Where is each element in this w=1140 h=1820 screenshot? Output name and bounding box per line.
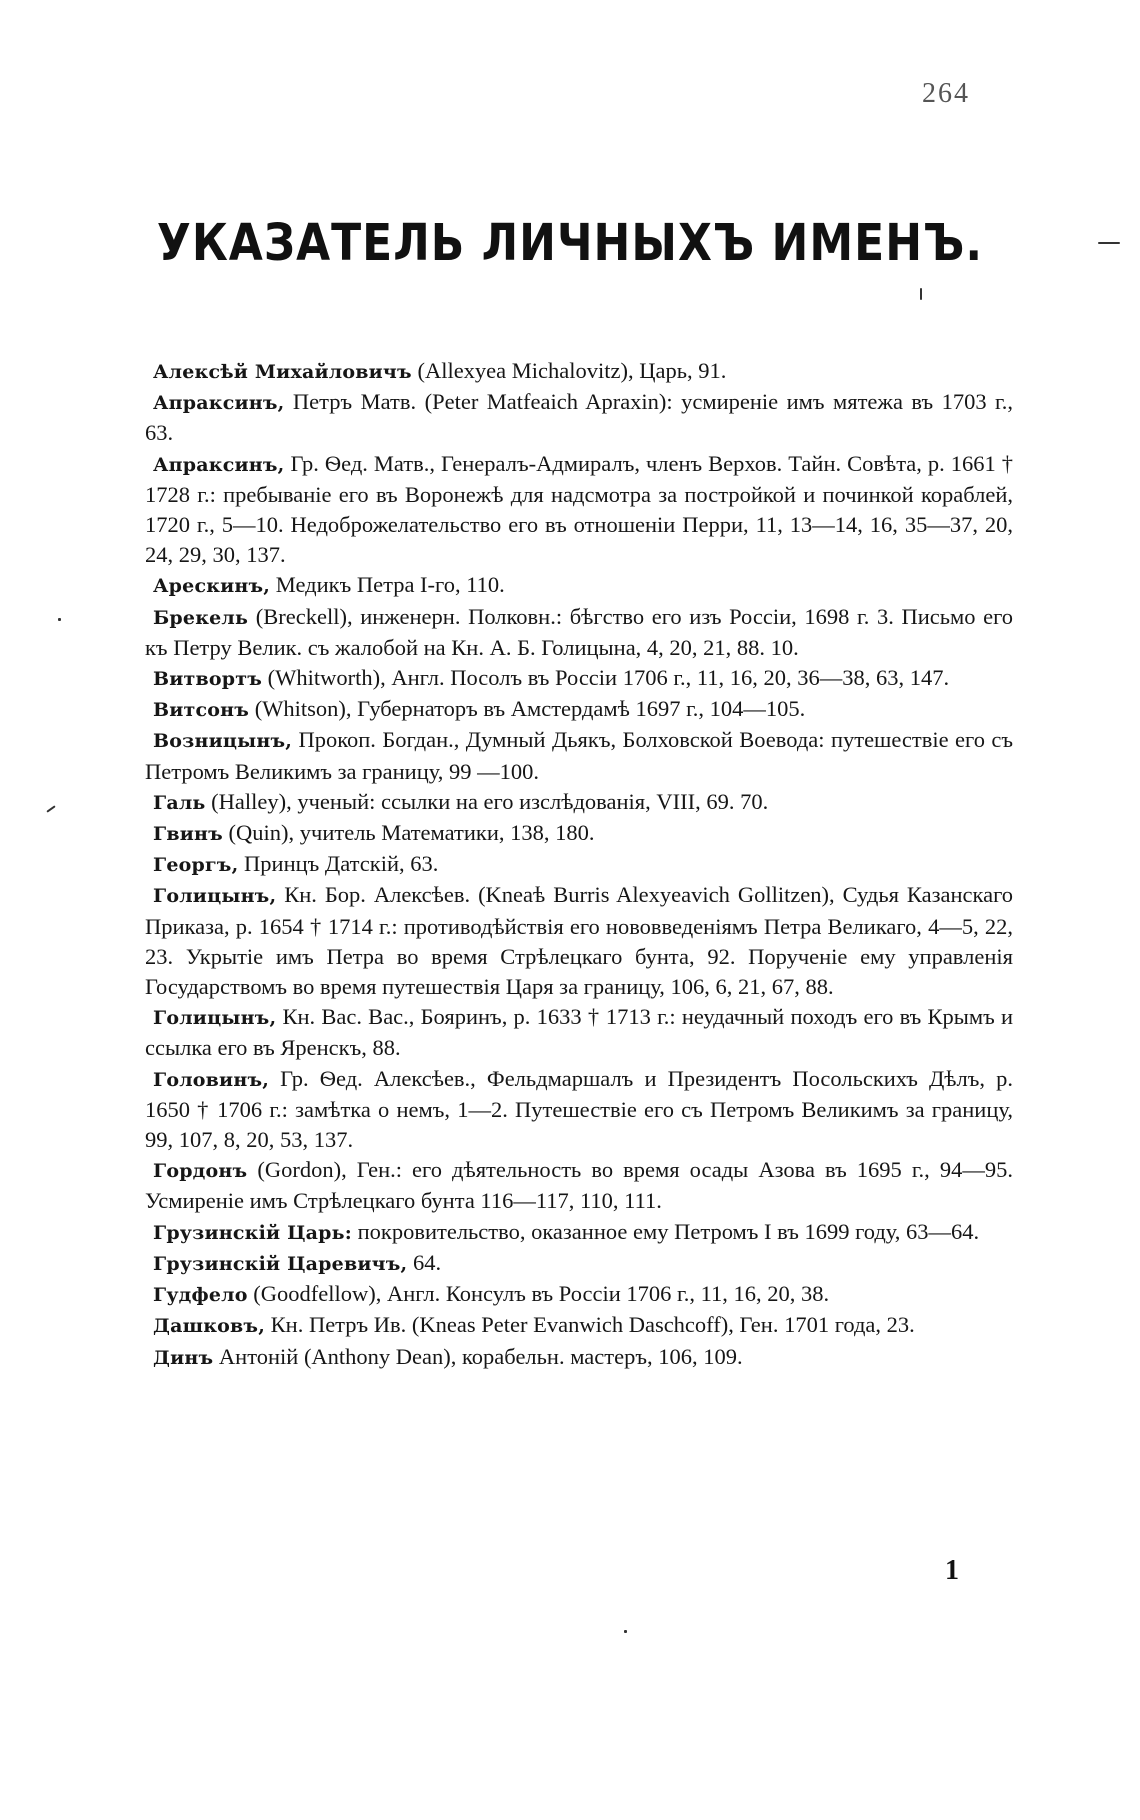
entry-name: Голицынъ, xyxy=(153,1007,277,1030)
entry-name: Витвортъ xyxy=(153,668,263,691)
entry-text: Петръ Матв. (Peter Matfeaich Apraxin): усмиреніе имъ мятежа въ 1703 г., 63. xyxy=(145,389,1013,446)
entry-name: Грузинскій Царевичъ, xyxy=(153,1252,408,1275)
entry-text: покровительство, оказанное ему Петромъ I въ 1699 году, 63—64. xyxy=(351,1218,980,1244)
entry-name: Головинъ, xyxy=(153,1068,270,1091)
entry-name: Алексѣй Михайловичъ xyxy=(153,361,412,383)
entry-name: Возницынъ, xyxy=(153,730,293,753)
index-entry xyxy=(145,570,1013,601)
entry-name: Арескинъ, xyxy=(153,575,271,598)
entry-name: Апраксинъ, xyxy=(153,453,285,476)
index-entry xyxy=(145,449,1013,571)
entry-text: (Allexyea Michalovitz), Царь, 91. xyxy=(411,358,727,383)
entry-text: Гр. Ѳед. Алексѣев., Фельдмаршалъ и Президентъ Посольскихъ Дѣлъ, р. 1650 † 1706 г.: замѣтка о немъ, 1—2. Путешествіе его съ Петромъ Великимъ за границу, 99, 107, 8, 20, 53, 137. xyxy=(145,1065,1013,1153)
entry-name: Брекель xyxy=(153,606,249,629)
corner-page-mark: 264 xyxy=(922,78,970,109)
entry-text: (Breckell), инженерн. Полковн.: бѣгство его изъ Россіи, 1698 г. 3. Письмо его къ Петру Велик. съ жалобой на Кн. А. Б. Голицына, 4, 20, 21, 88. 10. xyxy=(145,603,1013,660)
index-entry xyxy=(145,356,1013,387)
entry-name: Голицынъ, xyxy=(153,885,277,908)
index-entry xyxy=(145,725,1013,786)
entry-text: Медикъ Петра I-го, 110. xyxy=(270,572,505,598)
index-entry xyxy=(145,387,1013,448)
entry-text: (Goodfellow), Англ. Консулъ въ Россіи 1706 г., 11, 16, 20, 38. xyxy=(247,1281,830,1307)
entry-name: Гудфело xyxy=(153,1284,248,1307)
entry-text: Гр. Ѳед. Матв., Генералъ-Адмиралъ, членъ Верхов. Тайн. Совѣта, р. 1661 † 1728 г.: пребываніе его въ Воронежѣ для надсмотра за постройкой и починкой кораблей, 1720 г., 5—10. Недоброжелательство его въ отношеніи Перри, 11, 13—14, 16, 35—37, 20, 24, 29, 30, 137. xyxy=(145,450,1013,568)
index-entry xyxy=(145,1310,1013,1341)
entry-text: 64. xyxy=(407,1249,442,1275)
print-speck xyxy=(920,288,922,300)
print-speck xyxy=(624,1630,627,1633)
index-entry xyxy=(145,1342,1013,1373)
entry-text: (Quin), учитель Математики, 138, 180. xyxy=(222,820,595,846)
index-entry xyxy=(145,602,1013,663)
index-entry xyxy=(145,694,1013,725)
print-speck xyxy=(1098,242,1120,244)
entry-text: Прокоп. Богдан., Думный Дьякъ, Болховской Воевода: путешествіе его съ Петромъ Великимъ за границу, 99 —100. xyxy=(145,727,1013,784)
index-entry xyxy=(145,787,1013,818)
entry-name: Дашковъ, xyxy=(153,1315,266,1338)
entry-name: Апраксинъ, xyxy=(153,392,285,415)
index-entry xyxy=(145,880,1013,1002)
index-entry xyxy=(145,1002,1013,1063)
entry-name: Витсонъ xyxy=(153,699,250,722)
page-title: УКАЗАТЕЛЬ ЛИЧНЫХЪ ИМЕНЪ. xyxy=(156,214,984,273)
index-entry xyxy=(145,663,1013,694)
index-entry xyxy=(145,1217,1013,1248)
print-speck xyxy=(46,805,55,812)
entry-text: (Whitson), Губернаторъ въ Амстердамѣ 1697 г., 104—105. xyxy=(249,696,806,722)
entry-name: Гордонъ xyxy=(153,1160,248,1183)
entry-text: (Halley), ученый: ссылки на его изслѣдованія, VIII, 69. 70. xyxy=(205,788,769,814)
page-number: 1 xyxy=(945,1555,959,1586)
entry-text: Принцъ Датскій, 63. xyxy=(238,851,439,877)
entry-name: Динъ xyxy=(153,1346,214,1369)
entry-name: Галь xyxy=(153,791,206,814)
print-speck xyxy=(58,618,61,621)
index-entry xyxy=(145,1155,1013,1216)
entry-text: Кн. Вас. Вас., Бояринъ, р. 1633 † 1713 г.: неудачный походъ его въ Крымъ и ссылка его въ Яренскъ, 88. xyxy=(145,1004,1013,1061)
index-entry xyxy=(145,849,1013,880)
index-entry xyxy=(145,1279,1013,1310)
entry-text: Антоній (Anthony Dean), корабельн. мастеръ, 106, 109. xyxy=(213,1343,743,1369)
index-entry xyxy=(145,818,1013,849)
entry-name: Георгъ, xyxy=(153,854,239,877)
entry-text: Кн. Бор. Алексѣев. (Kneaѣ Burris Alexyeavich Gollitzen), Судья Казанскаго Приказа, р. 1654 † 1714 г.: противодѣйствія его нововведеніямъ Петра Великаго, 4—5, 22, 23. Укрытіе имъ Петра во время Стрѣлецкаго бунта, 92. Порученіе ему управленія Государствомъ во время путешествія Царя за границу, 106, 6, 21, 67, 88. xyxy=(145,882,1013,1000)
entry-text: Кн. Петръ Ив. (Kneas Peter Evanwich Daschcoff), Ген. 1701 года, 23. xyxy=(265,1312,915,1338)
name-index-list xyxy=(145,356,1013,1373)
entry-text: (Gordon), Ген.: его дѣятельность во время осады Азова въ 1695 г., 94—95. Усмиреніе имъ Стрѣлецкаго бунта 116—117, 110, 111. xyxy=(145,1157,1013,1214)
index-entry xyxy=(145,1064,1013,1156)
entry-text: (Whitworth), Англ. Посолъ въ Россіи 1706 г., 11, 16, 20, 36—38, 63, 147. xyxy=(262,665,950,691)
entry-name: Гвинъ xyxy=(153,823,223,846)
index-entry xyxy=(145,1248,1013,1279)
entry-name: Грузинскій Царь: xyxy=(153,1221,352,1244)
